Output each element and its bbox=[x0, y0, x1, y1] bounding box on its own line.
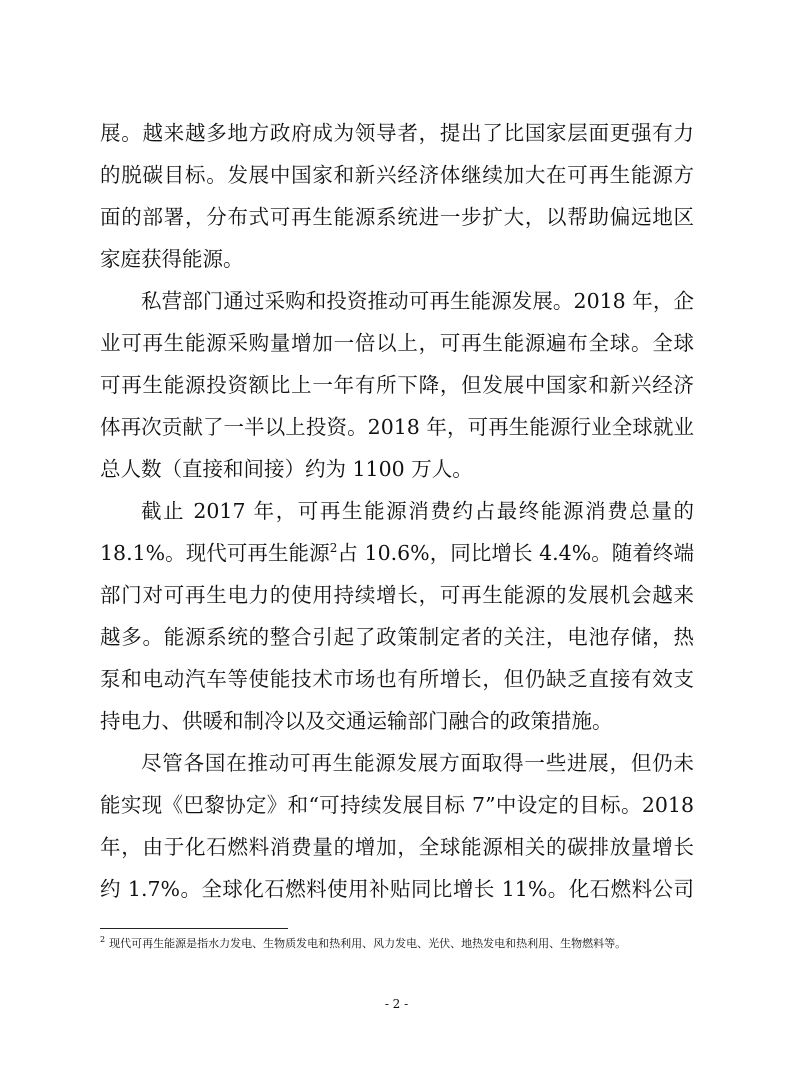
text-line: 可再生能源投资额比上一年有所下降，但发展中国家和新兴经济 bbox=[100, 373, 694, 397]
text-line: 截止 2017 年，可再生能源消费约占最终能源消费总量的 bbox=[141, 499, 694, 523]
text-line: 体再次贡献了一半以上投资。2018 年，可再生能源行业全球就业 bbox=[100, 415, 694, 439]
text-line: 约 1.7%。全球化石燃料使用补贴同比增长 11%。化石燃料公司 bbox=[100, 877, 694, 901]
text-line: 能实现《巴黎协定》和“可持续发展目标 7”中设定的目标。2018 bbox=[100, 793, 694, 817]
text-line: 总人数（直接和间接）约为 1100 万人。 bbox=[100, 457, 473, 481]
text-line-with-footnote bbox=[100, 532, 694, 574]
footnote-divider bbox=[100, 928, 288, 929]
text-line: 持电力、供暖和制冷以及交通运输部门融合的政策措施。 bbox=[100, 709, 613, 733]
paragraph bbox=[100, 112, 694, 280]
text-line: 家庭获得能源。 bbox=[100, 247, 244, 271]
page-number: - 2 - bbox=[384, 997, 409, 1011]
text-line: 年，由于化石燃料消费量的增加，全球能源相关的碳排放量增长 bbox=[100, 835, 694, 859]
footnote bbox=[100, 936, 694, 952]
paragraph bbox=[100, 742, 694, 910]
text-line: 泵和电动汽车等使能技术市场也有所增长，但仍缺乏直接有效支 bbox=[100, 667, 694, 691]
text-line: 部门对可再生电力的使用持续增长，可再生能源的发展机会越来 bbox=[100, 583, 694, 607]
text-segment: 占 10.6%，同比增长 4.4%。随着终端 bbox=[337, 541, 694, 565]
paragraph bbox=[100, 490, 694, 742]
paragraph bbox=[100, 280, 694, 490]
text-line: 私营部门通过采购和投资推动可再生能源发展。2018 年，企 bbox=[141, 289, 694, 313]
footnote-reference[interactable]: 2 bbox=[329, 541, 338, 556]
text-line: 尽管各国在推动可再生能源发展方面取得一些进展，但仍未 bbox=[141, 751, 694, 775]
body-text bbox=[100, 112, 694, 910]
text-line: 面的部署，分布式可再生能源系统进一步扩大，以帮助偏远地区 bbox=[100, 205, 694, 229]
footnote-number: 2 bbox=[100, 936, 106, 945]
text-line: 越多。能源系统的整合引起了政策制定者的关注，电池存储，热 bbox=[100, 625, 694, 649]
text-line: 的脱碳目标。发展中国家和新兴经济体继续加大在可再生能源方 bbox=[100, 163, 694, 187]
text-line: 业可再生能源采购量增加一倍以上，可再生能源遍布全球。全球 bbox=[100, 331, 694, 355]
footnote-text: 现代可再生能源是指水力发电、生物质发电和热利用、风力发电、光伏、地热发电和热利用、生物燃料等。 bbox=[109, 937, 627, 950]
text-line: 展。越来越多地方政府成为领导者，提出了比国家层面更强有力 bbox=[100, 121, 694, 145]
text-segment: 18.1%。现代可再生能源 bbox=[100, 541, 330, 565]
